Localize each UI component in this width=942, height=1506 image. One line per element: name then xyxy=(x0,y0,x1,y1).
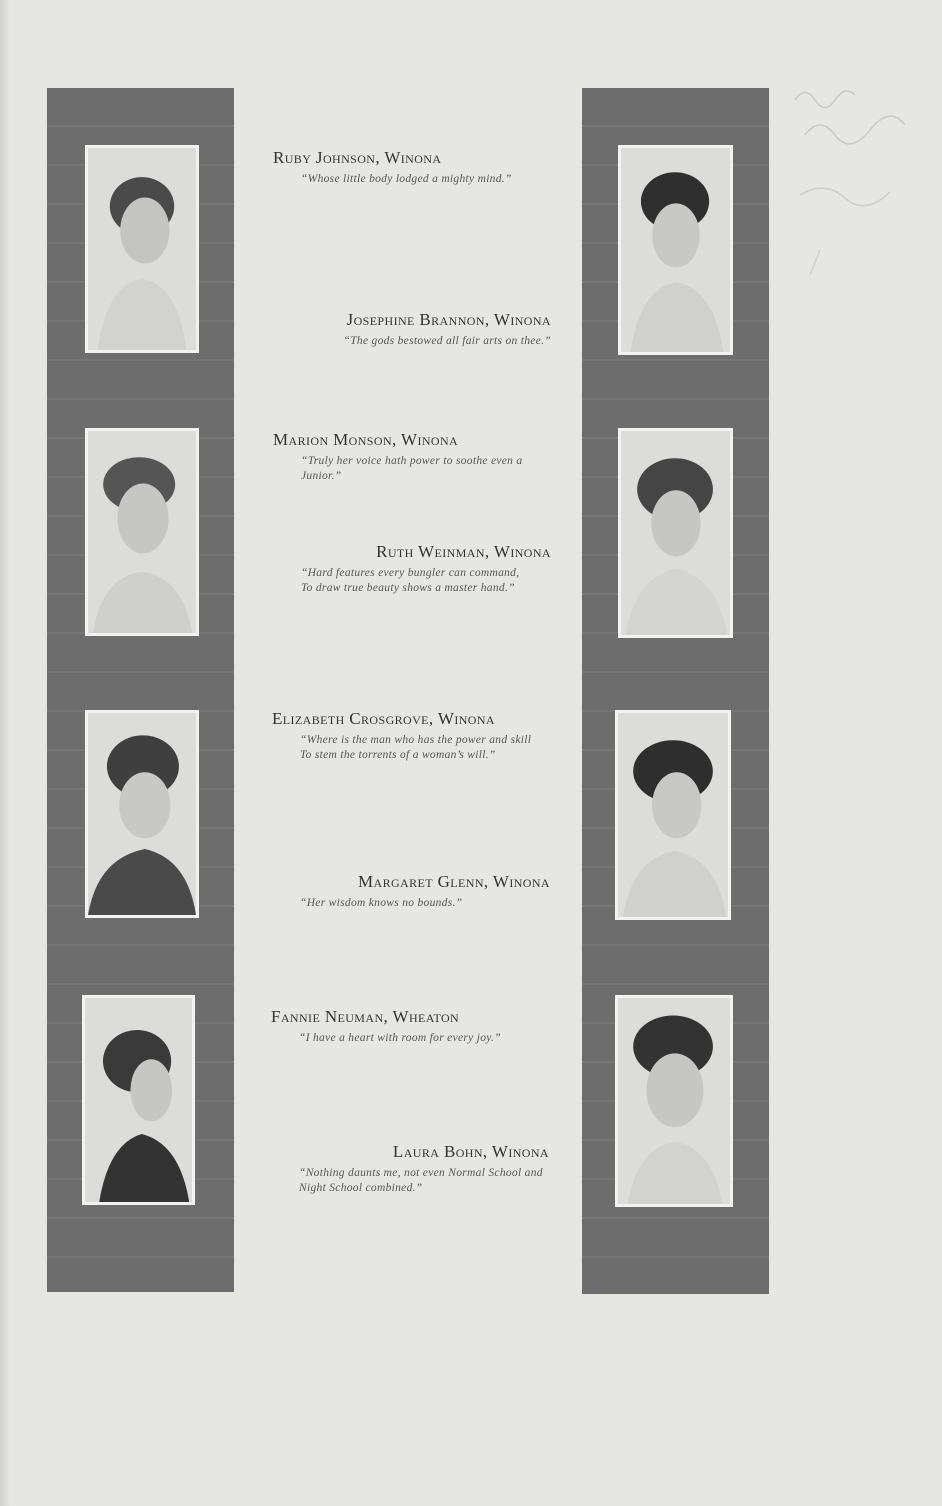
student-name: Marion Monson, Winona xyxy=(273,430,459,449)
student-quote: “I have a heart with room for every joy.” xyxy=(299,1032,501,1044)
student-name: Laura Bohn, Winona xyxy=(392,1142,549,1161)
student-name: Josephine Brannon, Winona xyxy=(346,310,551,329)
portrait-ruby-johnson xyxy=(85,145,199,353)
entry-marion-monson xyxy=(273,430,551,484)
student-quote: “Where is the man who has the power and skill To stem the torrents of a woman’s will.” xyxy=(300,734,532,761)
student-quote: “Whose little body lodged a mighty mind.” xyxy=(301,173,512,185)
portrait-fannie-neuman xyxy=(82,995,195,1205)
student-quote: “Nothing daunts me, not even Normal School and Night School combined.” xyxy=(299,1167,543,1194)
entry-josephine-brannon xyxy=(273,310,551,349)
student-quote: “Truly her voice hath power to soothe even a Junior.” xyxy=(301,455,523,482)
pencil-marks-decoration xyxy=(790,80,920,300)
entry-margaret-glenn xyxy=(272,872,550,911)
student-name: Fannie Neuman, Wheaton xyxy=(271,1007,460,1026)
portrait-laura-bohn xyxy=(615,995,733,1207)
student-name: Ruby Johnson, Winona xyxy=(273,148,442,167)
portrait-elizabeth-crosgrove xyxy=(85,710,199,918)
entry-fannie-neuman xyxy=(271,1007,549,1046)
portrait-josephine-brannon xyxy=(618,145,733,355)
entry-ruth-weinman xyxy=(273,542,551,596)
student-name: Elizabeth Crosgrove, Winona xyxy=(272,709,495,728)
page-edge xyxy=(0,0,10,1506)
portrait-ruth-weinman xyxy=(618,428,733,638)
student-quote: “The gods bestowed all fair arts on thee.” xyxy=(343,335,551,347)
student-name: Margaret Glenn, Winona xyxy=(358,872,550,891)
student-quote: “Her wisdom knows no bounds.” xyxy=(300,897,463,909)
entry-ruby-johnson xyxy=(273,148,551,187)
student-quote: “Hard features every bungler can command, To draw true beauty shows a master hand.” xyxy=(301,567,520,594)
portrait-margaret-glenn xyxy=(615,710,731,920)
portrait-marion-monson xyxy=(85,428,199,636)
entry-laura-bohn xyxy=(271,1142,549,1196)
entry-elizabeth-crosgrove xyxy=(272,709,550,763)
student-name: Ruth Weinman, Winona xyxy=(376,542,551,561)
